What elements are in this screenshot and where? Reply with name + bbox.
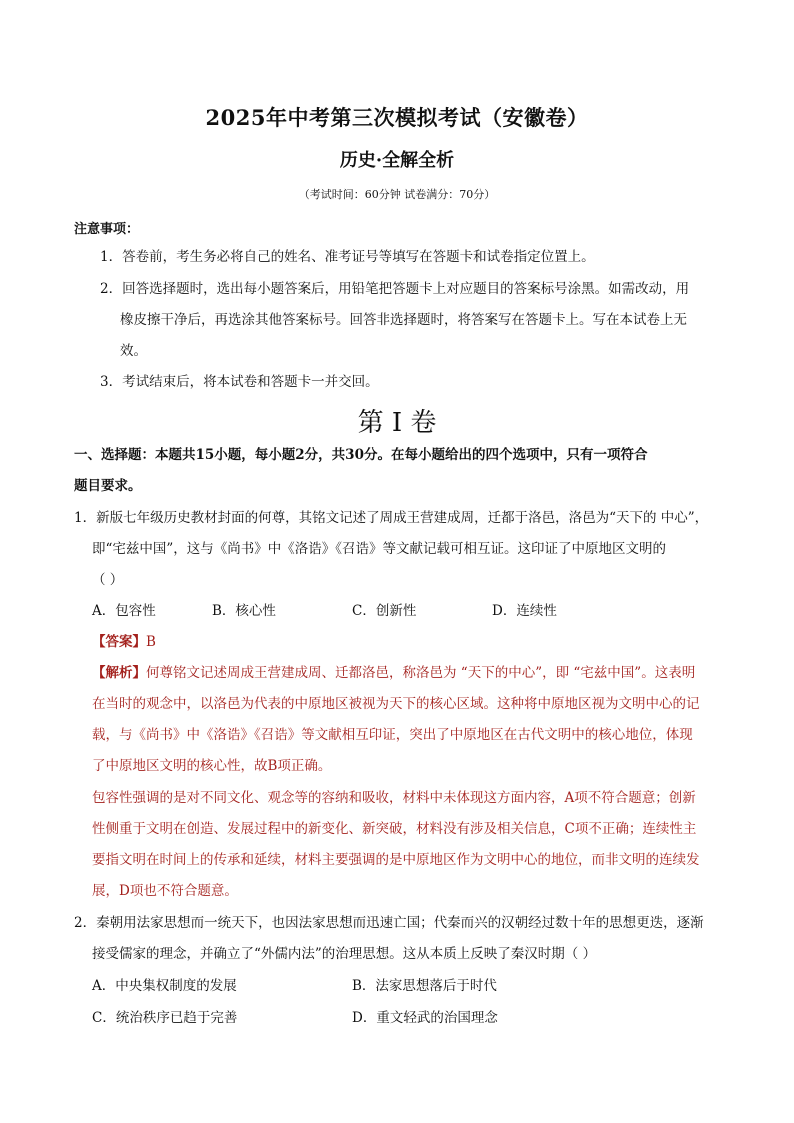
option-d: D．重文轻武的治国理念 [352,1010,498,1026]
answer-blank: （ ） [92,572,124,588]
analysis-text: 展，D项也不符合题意。 [92,883,238,899]
question-2-stem: 2．秦朝用法家思想而一统天下，也因法家思想而迅速亡国；代秦而兴的汉朝经过数十年的思想更迭，逐渐 [74,915,704,931]
analysis-text: 在当时的观念中，以洛邑为代表的中原地区被视为天下的核心区域。这种将中原地区视为文明中心的记 [92,696,700,712]
analysis-line [92,663,695,683]
part-one-heading: 一、选择题：本题共15小题，每小题2分，共30分。在每小题给出的四个选项中，只有一项符合 [74,447,648,463]
answer-label: 【答案】 [92,634,146,650]
option-c: C．统治秩序已趋于完善 [92,1010,238,1026]
notice-item: 效。 [120,343,147,359]
analysis-text: 载，与《尚书》中《洛诰》《召诰》等文献相互印证，突出了中原地区在古代文明中的核心地位，体现 [92,727,693,743]
exam-title: 2025年中考第三次模拟考试（安徽卷） [205,105,589,130]
notice-item: 3．考试结束后，将本试卷和答题卡一并交回。 [100,374,379,390]
question-1-stem: 1．新版七年级历史教材封面的何尊，其铭文记述了周成王营建成周，迁都于洛邑，洛邑为“天下的 中心”， [74,510,709,526]
part-one-heading-cont: 题目要求。 [74,478,142,494]
option-b: B．法家思想落后于时代 [352,978,497,994]
option-a: A．包容性 [92,603,156,619]
analysis-text: 何尊铭文记述周成王营建成周、迁都洛邑，称洛邑为 “天下的中心”，即 “宅兹中国”。这表明 [146,665,696,681]
analysis-text: 要指文明在时间上的传承和延续，材料主要强调的是中原地区作为文明中心的地位，而非文明的连续发 [92,852,700,868]
analysis-text: 性侧重于文明在创造、发展过程中的新变化、新突破，材料没有涉及相关信息，C项不正确；连续性主 [92,821,697,837]
answer-line [92,632,156,652]
question-1-stem: 即“宅兹中国”，这与《尚书》中《洛诰》《召诰》等文献记载可相互证。这印证了中原地区文明的 [92,541,667,557]
notice-heading: 注意事项： [74,222,140,237]
exam-subtitle: 历史·全解全析 [339,150,455,171]
answer-value: B [146,634,156,650]
option-c: C．创新性 [352,603,417,619]
analysis-label: 【解析】 [92,665,146,681]
notice-item: 2．回答选择题时，选出每小题答案后，用铅笔把答题卡上对应题目的答案标号涂黑。如需改动，用 [100,281,690,297]
analysis-text: 包容性强调的是对不同文化、观念等的容纳和吸收，材料中未体现这方面内容，A项不符合题意；创新 [92,790,696,806]
option-a: A．中央集权制度的发展 [92,978,237,994]
section-title: 第 I 卷 [357,408,437,438]
exam-info: （考试时间：60分钟 试卷满分：70分） [298,188,496,201]
notice-item: 橡皮擦干净后，再选涂其他答案标号。回答非选择题时，将答案写在答题卡上。写在本试卷上无 [120,312,687,328]
option-d: D．连续性 [492,603,557,619]
question-2-stem: 接受儒家的理念，并确立了“外儒内法”的治理思想。这从本质上反映了秦汉时期（ ） [92,946,597,962]
option-b: B．核心性 [212,603,276,619]
notice-item: 1．答卷前，考生务必将自己的姓名、准考证号等填写在答题卡和试卷指定位置上。 [100,249,595,265]
analysis-text: 了中原地区文明的核心性，故B项正确。 [92,758,332,774]
